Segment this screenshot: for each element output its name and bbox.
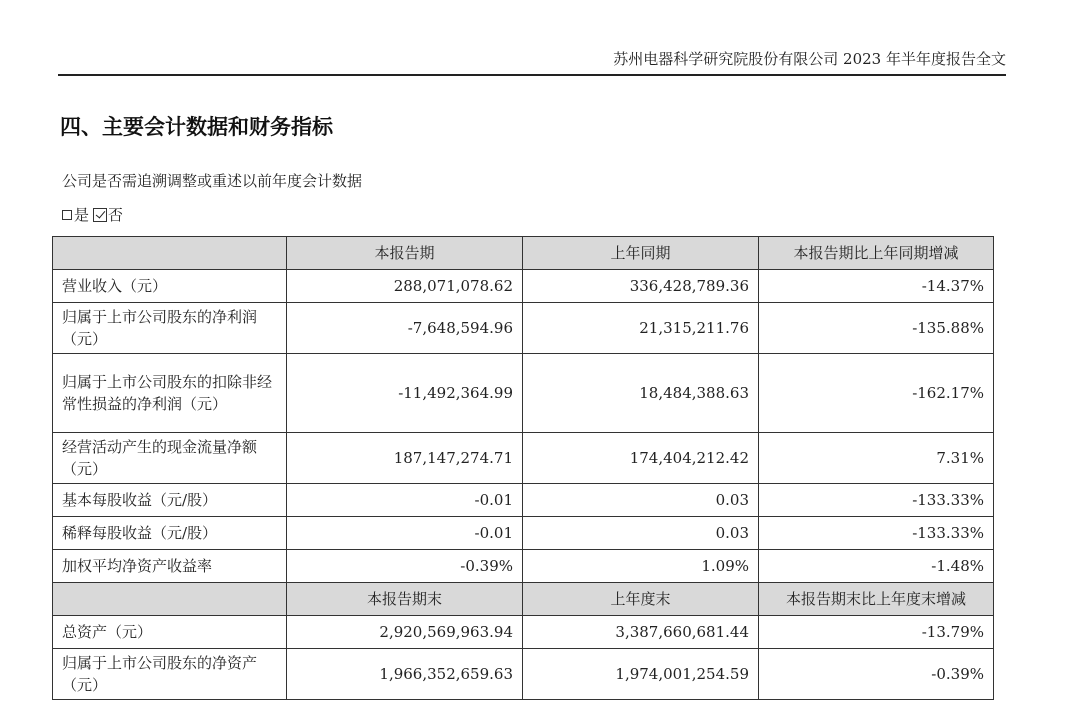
change-value: -133.33% bbox=[759, 517, 994, 550]
prior-value: 1.09% bbox=[523, 550, 759, 583]
table-row bbox=[53, 649, 994, 700]
current-value: -0.01 bbox=[287, 484, 523, 517]
current-value: -7,648,594.96 bbox=[287, 303, 523, 354]
table-row bbox=[53, 433, 994, 484]
change-value: -13.79% bbox=[759, 616, 994, 649]
row-label: 归属于上市公司股东的净资产（元） bbox=[53, 649, 287, 700]
table-header-row bbox=[53, 237, 994, 270]
table-row bbox=[53, 303, 994, 354]
prior-value: 3,387,660,681.44 bbox=[523, 616, 759, 649]
restatement-question: 公司是否需追溯调整或重述以前年度会计数据 bbox=[62, 172, 363, 190]
prior-value: 174,404,212.42 bbox=[523, 433, 759, 484]
row-label: 营业收入（元） bbox=[53, 270, 287, 303]
current-value: 187,147,274.71 bbox=[287, 433, 523, 484]
table-row bbox=[53, 550, 994, 583]
answer-no-label: 否 bbox=[108, 206, 124, 224]
header-divider bbox=[58, 74, 1006, 76]
current-value: -0.39% bbox=[287, 550, 523, 583]
section-heading: 四、主要会计数据和财务指标 bbox=[60, 115, 333, 139]
prior-value: 21,315,211.76 bbox=[523, 303, 759, 354]
row-label: 归属于上市公司股东的净利润（元） bbox=[53, 303, 287, 354]
prior-value: 1,974,001,254.59 bbox=[523, 649, 759, 700]
row-label: 加权平均净资产收益率 bbox=[53, 550, 287, 583]
table-subheader-row bbox=[53, 583, 994, 616]
header-cell-empty bbox=[53, 583, 287, 616]
checked-box-icon bbox=[93, 208, 107, 222]
answer-yes-label: 是 bbox=[74, 206, 90, 224]
table-row bbox=[53, 354, 994, 433]
row-label: 稀释每股收益（元/股） bbox=[53, 517, 287, 550]
header-cell: 上年同期 bbox=[523, 237, 759, 270]
document-header-title: 苏州电器科学研究院股份有限公司 2023 年半年度报告全文 bbox=[613, 50, 1006, 68]
prior-value: 0.03 bbox=[523, 517, 759, 550]
financial-data-table bbox=[52, 236, 994, 700]
header-cell: 本报告期末 bbox=[287, 583, 523, 616]
row-label: 总资产（元） bbox=[53, 616, 287, 649]
current-value: -0.01 bbox=[287, 517, 523, 550]
prior-value: 18,484,388.63 bbox=[523, 354, 759, 433]
current-value: 288,071,078.62 bbox=[287, 270, 523, 303]
change-value: -0.39% bbox=[759, 649, 994, 700]
row-label: 经营活动产生的现金流量净额（元） bbox=[53, 433, 287, 484]
table-row bbox=[53, 484, 994, 517]
change-value: -135.88% bbox=[759, 303, 994, 354]
change-value: -133.33% bbox=[759, 484, 994, 517]
row-label: 基本每股收益（元/股） bbox=[53, 484, 287, 517]
current-value: 2,920,569,963.94 bbox=[287, 616, 523, 649]
unchecked-box-icon bbox=[62, 210, 72, 220]
change-value: 7.31% bbox=[759, 433, 994, 484]
change-value: -162.17% bbox=[759, 354, 994, 433]
current-value: 1,966,352,659.63 bbox=[287, 649, 523, 700]
header-cell: 本报告期 bbox=[287, 237, 523, 270]
prior-value: 336,428,789.36 bbox=[523, 270, 759, 303]
table-row bbox=[53, 616, 994, 649]
header-cell: 本报告期末比上年度末增减 bbox=[759, 583, 994, 616]
header-cell-empty bbox=[53, 237, 287, 270]
change-value: -14.37% bbox=[759, 270, 994, 303]
prior-value: 0.03 bbox=[523, 484, 759, 517]
row-label: 归属于上市公司股东的扣除非经常性损益的净利润（元） bbox=[53, 354, 287, 433]
table-row bbox=[53, 517, 994, 550]
header-cell: 上年度末 bbox=[523, 583, 759, 616]
restatement-answer bbox=[62, 204, 123, 225]
current-value: -11,492,364.99 bbox=[287, 354, 523, 433]
change-value: -1.48% bbox=[759, 550, 994, 583]
header-cell: 本报告期比上年同期增减 bbox=[759, 237, 994, 270]
table-row bbox=[53, 270, 994, 303]
